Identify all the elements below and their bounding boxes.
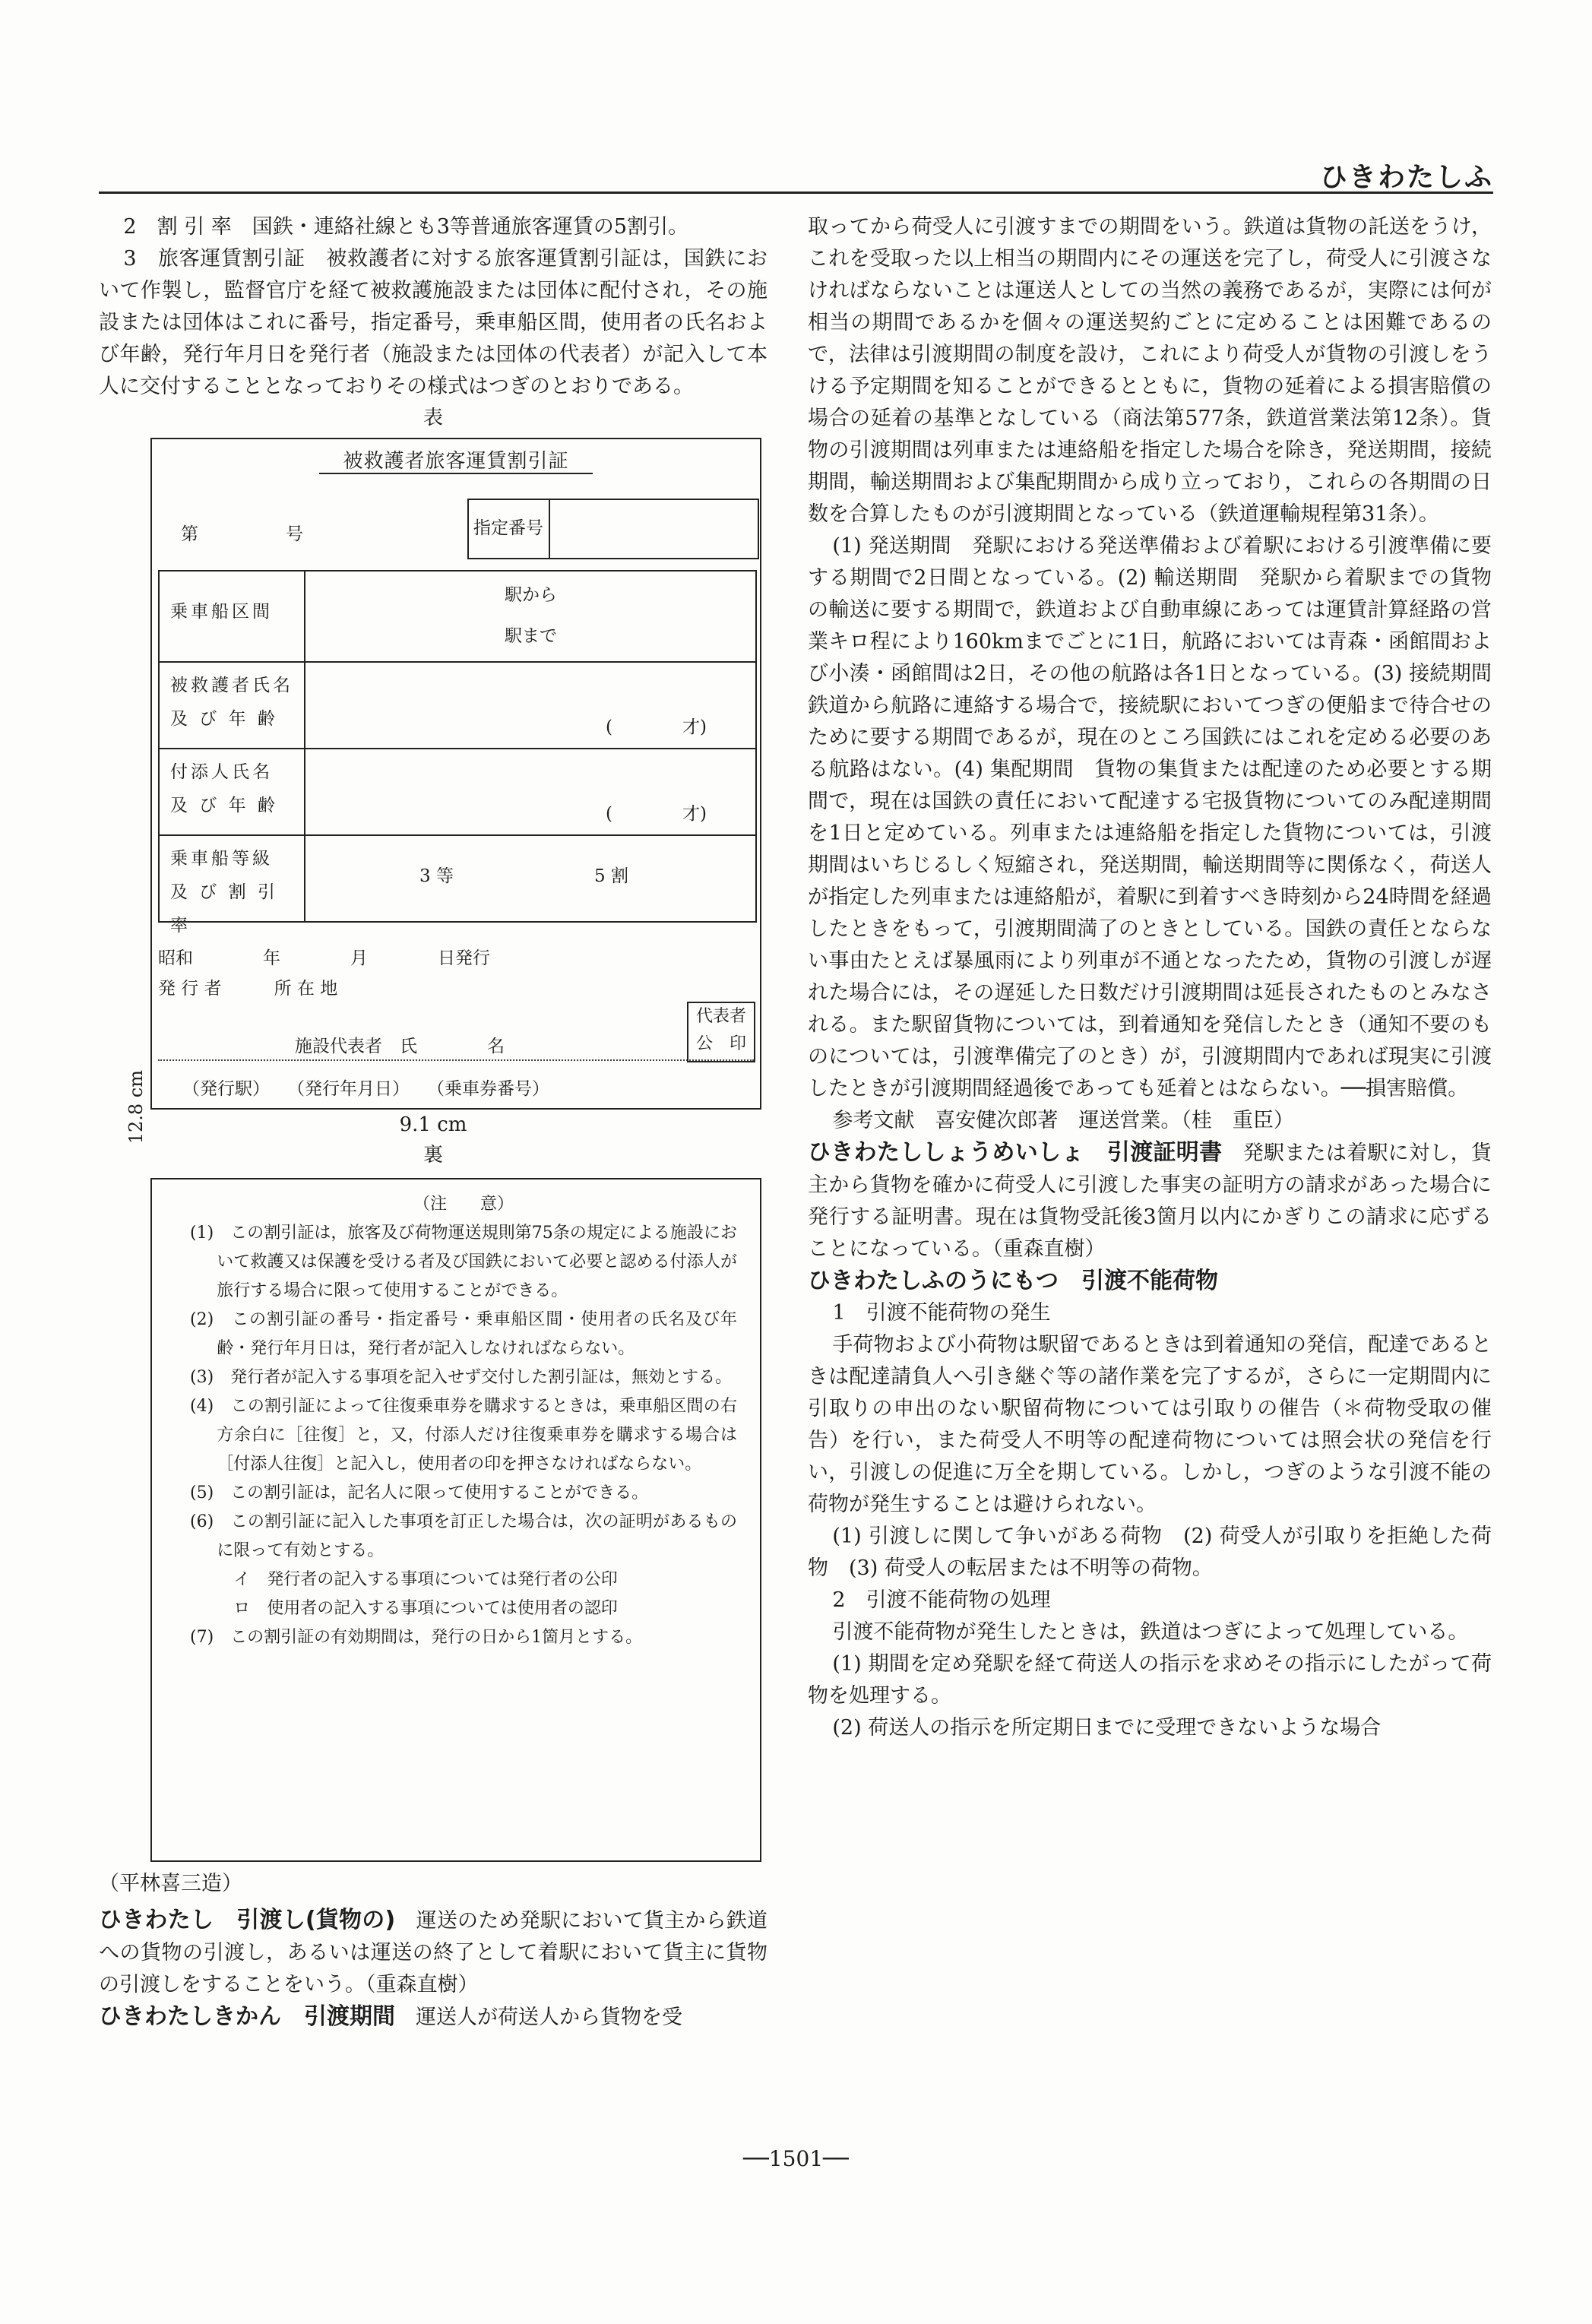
to-station: 駅まで — [505, 626, 557, 646]
form-number: 第 号 — [181, 524, 303, 544]
note-item: (2) この割引証の番号・指定番号・乗車船区間・使用者の氏名及び年齢・発行年月日は，発行者が記入しなければならない。 — [190, 1310, 737, 1358]
page-number: ──1501── — [743, 2146, 849, 2171]
paragraph: (1) 期間を定め発駅を経て荷送人の指示を求めその指示にしたがって荷物を処理する。 — [808, 1652, 1492, 1708]
form-row-label: 乗車船等級 及 び 割 引 率 — [160, 836, 305, 921]
designation-number-box — [467, 499, 759, 559]
note-item: (5) この割引証は，記名人に限って使用することができる。 — [190, 1483, 649, 1502]
rate-value: 5 割 — [594, 866, 628, 886]
form-row-label: 乗車船区間 — [160, 572, 305, 661]
age-field: ( 才) — [606, 804, 707, 824]
form-notes — [150, 1178, 761, 1862]
paragraph: 取ってから荷受人に引渡すまでの期間をいう。鉄道は貨物の託送をうけ，これを受取った以上相当の期間内にその運送を完了し，荷受人に引渡さなければならないことは運送人としての当然の義務であるが，実際には何が相当の期間であるかを個々の運送契約ごとに定めることは困難であるので，法律は引渡期間の制度を設け，これにより荷受人が貨物の引渡しをうける予定期間を知ることができるとともに，貨物の延着による損害賠償の場合の延着の基準となしている（商法第577条，鉄道営業法第12条）。貨物の引渡期間は列車または連絡船を指定した場合を除き，発送期間，接続期間，輸送期間および集配期間から成り立っており，これらの各期間の日数を合算したものが引渡期間となっている（鉄道運輸規程第31条）。 — [808, 215, 1492, 526]
issuer-address: 発 行 者 所 在 地 — [158, 979, 338, 999]
form-footer: （発行駅） （発行年月日） （乗車券番号） — [182, 1079, 549, 1099]
note-subitem: イ 発行者の記入する事項については発行者の公印 — [233, 1570, 618, 1589]
entry-heading: ひきわたししょうめいしょ 引渡証明書 — [808, 1139, 1223, 1166]
entry-body: 発駅または着駅に対し，貨主から貨物を確かに荷受人に引渡した事実の証明方の請求があった場合に発行する証明書。現在は貨物受託後3箇月以内にかぎりこの請求に応ずることになっている。（重森直樹） — [808, 1141, 1492, 1261]
entry-body: 運送人が荷送人から貨物を受 — [395, 2006, 682, 2029]
paragraph: (2) 荷送人の指示を所定期日までに受理できないような場合 — [832, 1716, 1382, 1740]
paragraph: 参考文献 喜安健次郎著 運送営業。（桂 重臣） — [832, 1109, 1294, 1132]
note-subitem: ロ 使用者の記入する事項については使用者の認印 — [233, 1599, 618, 1618]
running-head: ひきわたしふ — [1319, 162, 1493, 193]
from-station: 駅から — [505, 585, 557, 605]
note-item: (1) この割引証は，旅客及び荷物運送規則第75条の規定による施設において救護又は保護を受ける者及び国鉄において必要と認める付添人が旅行する場合に限って使用することができる。 — [190, 1224, 737, 1300]
discount-certificate-form — [150, 438, 761, 1110]
class-value: 3 等 — [419, 866, 454, 886]
note-item: (6) この割引証に記入した事項を訂正した場合は，次の証明があるものに限って有効とする。 — [190, 1512, 737, 1560]
issue-details — [158, 947, 754, 1061]
entry-heading: ひきわたし 引渡し(貨物の) — [99, 1907, 396, 1933]
form-row-label: 被救護者氏名 及 び 年 齢 — [160, 663, 305, 748]
paragraph: (1) 発送期間 発駅における発送準備および着駅における引渡準備に要する期間で2日間となっている。(2) 輸送期間 発駅から着駅までの貨物の輸送に要する期間で，鉄道および自動車線にあっては運賃計算経路の営業キロ程により160kmまでごとに1日，航路においては青森・函館間および小湊・函館間は2日，その他の航路は各1日となっている。(3) 接続期間 鉄道から航路に連絡する場合で，接続駅においてつぎの便船まで待合せのために要する期間であるが，現在のところ国鉄にはこれを定める必要のある航路はない。(4) 集配期間 貨物の集貨または配達のため必要とする期間で，現在は国鉄の責任において配達する宅扱貨物についてのみ配達期間を1日と定めている。列車または連絡船を指定した貨物については，引渡期間はいちじるしく短縮され，発送期間，輸送期間等に関係なく，荷送人が指定した列車または連絡船が，着駅に到着すべき時刻から24時間を経過したときをもって，引渡期間満了のときとしている。国鉄の責任とならない事由たとえば暴風雨により列車が不通となったため，貨物の引渡しが遅れた場合には，その遅延した日数だけ引渡期間は延長されたものとみなされる。また駅留貨物については，到着通知を発信したとき（通知不要のものについては，引渡準備完了のとき）が，引渡期間内であれば現実に引渡したときが引渡期間経過後であっても延着とはならない。──損害賠償。 — [808, 534, 1512, 1100]
note-item: (3) 発行者が記入する事項を記入せず交付した割引証は，無効とする。 — [190, 1368, 733, 1387]
designation-number-label: 指定番号 — [473, 518, 543, 538]
header-rule — [99, 192, 1493, 194]
form-title: 被救護者旅客運賃割引証 — [319, 450, 593, 474]
form-row — [160, 836, 755, 936]
section-heading: 1 引渡不能荷物の発生 — [832, 1301, 1051, 1325]
form-row — [160, 663, 755, 749]
form-row — [160, 572, 755, 663]
paragraph: 引渡不能荷物が発生したときは，鉄道はつぎによって処理している。 — [832, 1620, 1469, 1644]
left-column — [99, 211, 768, 2034]
entry-heading: ひきわたしふのうにもつ 引渡不能荷物 — [808, 1268, 1218, 1294]
representative-name: 施設代表者 氏 名 — [158, 1008, 754, 1061]
form-height-label: 12.8 cm — [125, 1070, 147, 1145]
paragraph: (1) 引渡しに関して争いがある荷物 (2) 荷受人が引取りを拒絶した荷物 (3) 荷受人の転居または不明等の荷物。 — [808, 1525, 1492, 1580]
note-item: (7) この割引証の有効期間は，発行の日から1箇月とする。 — [190, 1628, 643, 1647]
official-seal-box: 代表者 公 印 — [687, 1002, 755, 1062]
age-field: ( 才) — [606, 717, 707, 737]
notes-title: （注 意） — [413, 1195, 514, 1214]
form-row — [160, 749, 755, 836]
form-width-label: 9.1 cm — [399, 1113, 467, 1136]
entry-heading: ひきわたしきかん 引渡期間 — [99, 2003, 395, 2030]
form-grid — [158, 570, 757, 936]
paragraph: 手荷物および小荷物は駅留であるときは到着通知の発信，配達であるときは配達請負人へ引き継ぐ等の諸作業を完了するが，さらに一定期間内に引取りの申出のない駅留荷物については引取りの催告（＊荷物受取の催告）を行い，また荷受人不明等の配達荷物については照会状の発信を行い，引渡しの促進に万全を期している。しかし，つぎのような引渡不能の荷物が発生することは避けられない。 — [808, 1333, 1492, 1516]
paragraph: 3 旅客運賃割引証 被救護者に対する旅客運賃割引証は，国鉄において作製し，監督官庁を経て被救護施設または団体に配付され，その施設または団体はこれに番号，指定番号，乗車船区間，使用者の氏名および年齢，発行年月日を発行者（施設または団体の代表者）が記入して本人に交付することとなっておりその様式はつぎのとおりである。 — [99, 247, 768, 398]
issue-date: 昭和 年 月 日発行 — [158, 948, 490, 968]
entry-body: 運送のため発駅において貨主から鉄道への貨物の引渡し，あるいは運送の終了として着駅において貨主に貨物の引渡しをすることをいう。（重森直樹） — [99, 1909, 768, 1996]
author-credit: （平林喜三造） — [99, 1872, 242, 1895]
form-row-label: 付添人氏名 及 び 年 齢 — [160, 749, 305, 834]
right-column — [808, 211, 1512, 1744]
section-heading: 2 引渡不能荷物の処理 — [832, 1588, 1051, 1612]
form-back-caption: 裏 — [423, 1144, 443, 1167]
paragraph: 2 割 引 率 国鉄・連絡社線とも3等普通旅客運賃の5割引。 — [123, 215, 689, 239]
form-front-caption: 表 — [423, 407, 443, 429]
note-item: (4) この割引証によって往復乗車券を購求するときは，乗車船区間の右方余白に［往復］と，又，付添人だけ往復乗車券を購求する場合は［付添人往復］と記入し，使用者の印を押さなければならない。 — [190, 1397, 737, 1474]
